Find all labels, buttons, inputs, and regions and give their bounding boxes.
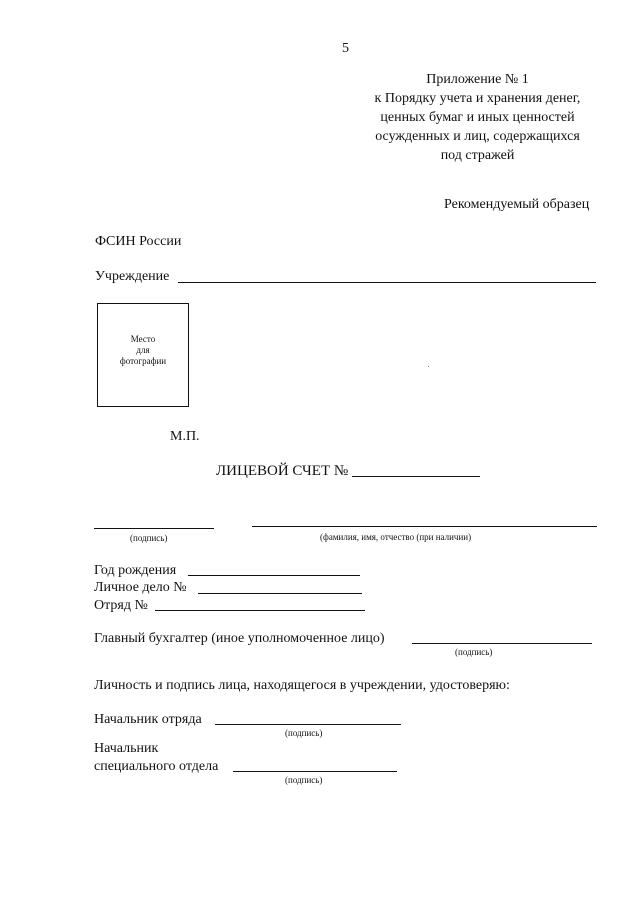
- agency-name: ФСИН России: [95, 234, 182, 249]
- signature-caption: (подпись): [285, 728, 323, 738]
- special-dept-signature-line[interactable]: [233, 771, 397, 772]
- full-name-caption: (фамилия, имя, отчество (при наличии): [320, 532, 472, 542]
- squad-chief-signature-line[interactable]: [215, 724, 401, 725]
- personal-file-label: Личное дело №: [94, 580, 187, 595]
- signature-caption: (подпись): [285, 775, 323, 785]
- chief-accountant-signature-line[interactable]: [412, 643, 592, 644]
- photo-label: для: [136, 345, 150, 355]
- scan-speck: [428, 366, 429, 367]
- account-number-line[interactable]: [352, 476, 480, 477]
- appendix-line: под стражей: [440, 148, 515, 163]
- recommended-sample: Рекомендуемый образец: [444, 197, 590, 212]
- appendix-line: осужденных и лиц, содержащихся: [375, 129, 580, 144]
- full-name-line[interactable]: [252, 526, 597, 527]
- appendix-line: к Порядку учета и хранения денег,: [374, 91, 581, 106]
- chief-accountant-label: Главный бухгалтер (иное уполномоченное лицо): [94, 631, 385, 646]
- photo-placeholder: [97, 303, 189, 407]
- signature-caption: (подпись): [455, 647, 493, 657]
- page-number: 5: [342, 41, 349, 56]
- appendix-line: ценных бумаг и иных ценностей: [380, 110, 575, 125]
- signature-caption: (подпись): [130, 533, 168, 543]
- squad-line[interactable]: [155, 610, 365, 611]
- photo-label: Место: [130, 334, 156, 344]
- special-dept-label-line1: Начальник: [94, 741, 159, 756]
- institution-label: Учреждение: [95, 269, 170, 284]
- photo-label: фотографии: [119, 356, 167, 366]
- institution-line[interactable]: [178, 282, 596, 283]
- account-title: ЛИЦЕВОЙ СЧЕТ №: [216, 463, 349, 479]
- appendix-line: Приложение № 1: [426, 72, 529, 87]
- personal-file-line[interactable]: [198, 593, 362, 594]
- special-dept-label-line2: специального отдела: [94, 759, 219, 774]
- birth-year-label: Год рождения: [94, 563, 177, 578]
- squad-label: Отряд №: [94, 598, 148, 613]
- certify-text: Личность и подпись лица, находящегося в учреждении, удостоверяю:: [94, 678, 510, 693]
- birth-year-line[interactable]: [188, 575, 360, 576]
- stamp-label: М.П.: [170, 429, 200, 444]
- squad-chief-label: Начальник отряда: [94, 712, 202, 727]
- signature-line[interactable]: [94, 528, 214, 529]
- appendix-header: [340, 70, 615, 165]
